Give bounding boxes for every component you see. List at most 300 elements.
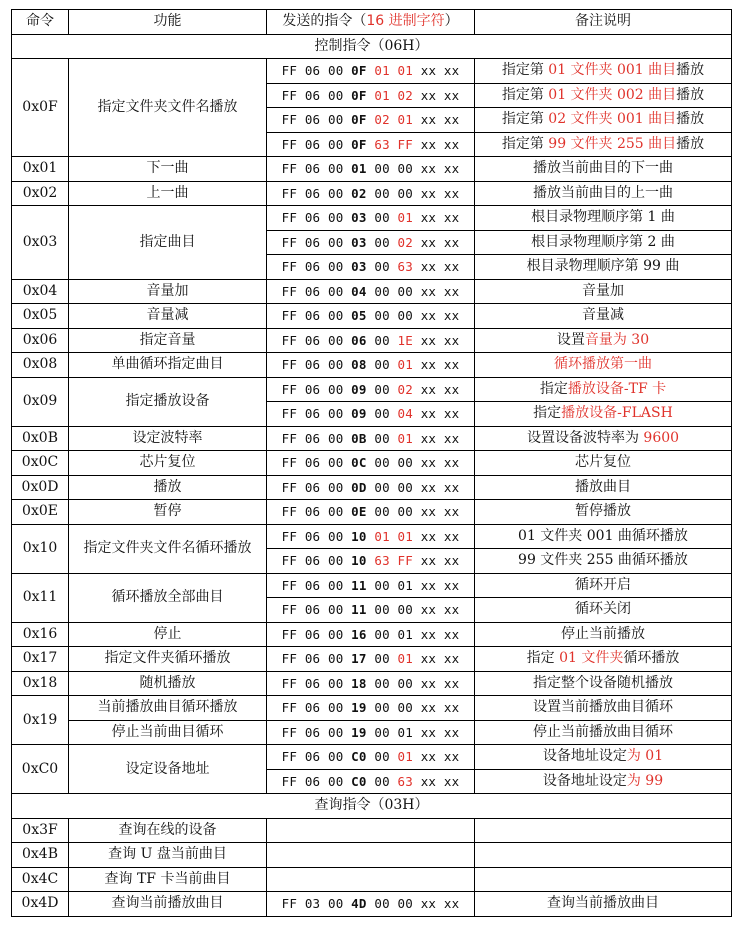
hex-segment: FF 06 00 — [281, 724, 352, 740]
hex-command — [267, 647, 475, 672]
hex-segment: FF 06 00 — [281, 455, 352, 471]
function-cell: 停止 — [69, 622, 267, 647]
note-segment: 音量加 — [582, 282, 624, 299]
hex-segment: 00 — [366, 357, 398, 373]
hex-segment: 05 — [351, 308, 367, 324]
hex-segment: 02 — [397, 234, 413, 250]
hex-segment: FF 06 00 — [281, 185, 352, 201]
command-code: 0x0C — [12, 451, 69, 476]
note-segment: 播放 — [676, 86, 705, 103]
note-cell — [475, 671, 732, 696]
hex-segment: 02 01 — [374, 112, 413, 128]
hex-segment: 00 — [366, 430, 398, 446]
hex-segment: 18 — [351, 675, 367, 691]
note-segment: 根目录物理顺序第 99 曲 — [526, 258, 680, 275]
function-cell: 查询 TF 卡当前曲目 — [69, 867, 267, 892]
hex-segment: 00 01 xx xx — [366, 724, 460, 740]
hex-segment: FF 06 00 — [281, 749, 352, 765]
hex-segment: 00 00 xx xx — [366, 602, 460, 618]
hex-segment: 00 00 xx xx — [366, 675, 460, 691]
hex-segment: 01 01 — [374, 63, 413, 79]
hex-segment: FF 06 00 — [281, 406, 352, 422]
hex-segment: 01 — [397, 430, 413, 446]
header-send-c: ） — [444, 13, 459, 30]
hex-segment: FF 06 00 — [281, 332, 352, 348]
note-segment: 02 文件夹 001 曲目 — [548, 111, 677, 128]
section-row — [12, 34, 732, 59]
hex-segment: 00 01 xx xx — [366, 626, 460, 642]
hex-segment: FF 06 00 — [281, 63, 352, 79]
function-cell: 播放 — [69, 475, 267, 500]
hex-segment: xx xx — [413, 112, 460, 128]
hex-command — [267, 206, 475, 231]
function-cell: 当前播放曲目循环播放 — [69, 696, 267, 721]
function-cell: 指定文件夹文件名播放 — [69, 59, 267, 157]
note-segment: 指定第 — [501, 62, 549, 79]
note-segment: 为 99 — [626, 772, 664, 789]
note-segment: 播放设备-TF 卡 — [567, 380, 667, 397]
function-cell: 查询在线的设备 — [69, 818, 267, 843]
note-segment: 设置 — [556, 331, 585, 348]
function-cell: 指定曲目 — [69, 206, 267, 280]
function-cell: 下一曲 — [69, 157, 267, 182]
hex-segment: 0D — [351, 479, 367, 495]
hex-command — [267, 720, 475, 745]
command-code: 0x03 — [12, 206, 69, 280]
hex-command — [267, 598, 475, 623]
note-segment: 设置设备波特率为 — [526, 429, 644, 446]
hex-segment: 02 — [351, 185, 367, 201]
table-row — [12, 59, 732, 84]
note-cell — [475, 451, 732, 476]
note-cell — [475, 353, 732, 378]
hex-segment: 01 02 — [374, 87, 413, 103]
command-code: 0x19 — [12, 696, 69, 745]
hex-command — [267, 304, 475, 329]
hex-command — [267, 402, 475, 427]
note-cell — [475, 769, 732, 794]
note-segment: 播放 — [676, 135, 705, 152]
note-segment: 芯片复位 — [575, 454, 631, 471]
hex-segment: 00 00 xx xx — [366, 308, 460, 324]
note-segment: 9600 — [643, 429, 680, 446]
hex-segment: 04 — [397, 406, 413, 422]
hex-segment: 03 — [351, 234, 367, 250]
command-code: 0x0E — [12, 500, 69, 525]
table-row — [12, 181, 732, 206]
hex-segment: FF 06 00 — [281, 259, 352, 275]
hex-segment: 03 — [351, 210, 367, 226]
hex-segment: 63 FF — [374, 553, 413, 569]
hex-command — [267, 696, 475, 721]
hex-segment: 03 — [351, 259, 367, 275]
note-segment: 指定 — [533, 405, 562, 422]
note-cell — [475, 867, 732, 892]
hex-segment: FF 06 00 — [281, 773, 352, 789]
note-segment: 指定 — [539, 380, 568, 397]
hex-segment: 11 — [351, 602, 367, 618]
command-table — [11, 9, 732, 917]
function-cell: 循环播放全部曲目 — [69, 573, 267, 622]
table-row — [12, 696, 732, 721]
hex-command — [267, 843, 475, 868]
note-cell — [475, 696, 732, 721]
hex-segment: 00 00 xx xx — [366, 185, 460, 201]
hex-command — [267, 59, 475, 84]
hex-segment: 16 — [351, 626, 367, 642]
hex-segment: 63 — [397, 259, 413, 275]
note-cell — [475, 230, 732, 255]
note-cell — [475, 720, 732, 745]
table-row — [12, 745, 732, 770]
note-cell — [475, 304, 732, 329]
function-cell: 单曲循环指定曲目 — [69, 353, 267, 378]
hex-segment: 4D — [351, 896, 367, 912]
note-segment: 停止当前播放曲目循环 — [533, 723, 673, 740]
hex-segment: FF 06 00 — [281, 577, 352, 593]
table-row — [12, 475, 732, 500]
hex-segment: 00 00 xx xx — [366, 504, 460, 520]
hex-segment: 01 01 — [374, 528, 413, 544]
note-cell — [475, 206, 732, 231]
command-code: 0x11 — [12, 573, 69, 622]
hex-segment: 00 — [366, 749, 398, 765]
hex-command — [267, 255, 475, 280]
hex-command — [267, 426, 475, 451]
hex-segment: 01 — [397, 357, 413, 373]
command-code: 0x17 — [12, 647, 69, 672]
note-segment: 播放曲目 — [575, 478, 631, 495]
hex-command — [267, 769, 475, 794]
command-code: 0x16 — [12, 622, 69, 647]
hex-segment: 63 — [397, 773, 413, 789]
hex-segment: 0C — [351, 455, 367, 471]
hex-command — [267, 230, 475, 255]
note-segment: 音量为 30 — [584, 331, 650, 348]
hex-segment: FF 06 00 — [281, 528, 352, 544]
hex-segment: FF 06 00 — [281, 381, 352, 397]
hex-segment: C0 — [351, 773, 367, 789]
note-segment: 99 文件夹 255 曲目 — [548, 135, 677, 152]
function-cell: 设定设备地址 — [69, 745, 267, 794]
note-cell — [475, 132, 732, 157]
note-cell — [475, 818, 732, 843]
hex-segment: 00 — [366, 773, 398, 789]
command-code: 0x06 — [12, 328, 69, 353]
note-segment: 循环播放第一曲 — [554, 356, 652, 373]
command-code: 0x18 — [12, 671, 69, 696]
table-row — [12, 892, 732, 917]
hex-command — [267, 549, 475, 574]
table-row — [12, 451, 732, 476]
hex-segment: FF 06 00 — [281, 136, 352, 152]
hex-segment: 00 — [366, 259, 398, 275]
hex-segment: xx xx — [412, 210, 460, 226]
hex-segment: 00 00 xx xx — [366, 700, 460, 716]
hex-segment: 00 — [366, 234, 398, 250]
hex-segment: FF 06 00 — [281, 626, 352, 642]
hex-segment: 0F — [351, 112, 367, 128]
note-segment: 指定 — [526, 650, 560, 667]
command-code: 0x4C — [12, 867, 69, 892]
table-row — [12, 377, 732, 402]
hex-segment: xx xx — [412, 259, 460, 275]
hex-segment: FF 06 00 — [281, 234, 352, 250]
note-segment: 播放当前曲目的上一曲 — [533, 184, 673, 201]
table-row — [12, 867, 732, 892]
table-row — [12, 157, 732, 182]
hex-command — [267, 108, 475, 133]
hex-command — [267, 524, 475, 549]
command-code: 0x04 — [12, 279, 69, 304]
hex-command — [267, 83, 475, 108]
hex-segment: 0B — [351, 430, 367, 446]
function-cell: 暂停 — [69, 500, 267, 525]
note-cell — [475, 622, 732, 647]
table-row — [12, 622, 732, 647]
table-row — [12, 573, 732, 598]
table-row — [12, 426, 732, 451]
hex-segment: 17 — [351, 651, 367, 667]
note-segment: 停止当前播放 — [561, 625, 645, 642]
function-cell: 指定文件夹文件名循环播放 — [69, 524, 267, 573]
note-cell — [475, 402, 732, 427]
hex-segment: 0F — [351, 136, 367, 152]
note-cell — [475, 573, 732, 598]
table-row — [12, 500, 732, 525]
function-cell: 芯片复位 — [69, 451, 267, 476]
note-cell — [475, 843, 732, 868]
hex-command — [267, 671, 475, 696]
note-cell — [475, 279, 732, 304]
table-body — [12, 34, 732, 916]
command-code: 0x0B — [12, 426, 69, 451]
hex-segment: 11 — [351, 577, 367, 593]
note-segment: 播放 — [676, 111, 705, 128]
hex-command — [267, 132, 475, 157]
note-cell — [475, 745, 732, 770]
function-cell: 查询 U 盘当前曲目 — [69, 843, 267, 868]
hex-segment: 09 — [351, 406, 367, 422]
hex-segment: 00 00 xx xx — [366, 479, 460, 495]
note-segment: 指定第 — [501, 111, 549, 128]
hex-segment: xx xx — [413, 136, 460, 152]
hex-command — [267, 451, 475, 476]
hex-segment: 00 00 xx xx — [366, 896, 460, 912]
hex-segment: FF 06 00 — [281, 553, 352, 569]
hex-command — [267, 279, 475, 304]
hex-segment: FF 06 00 — [281, 479, 352, 495]
hex-segment: xx xx — [412, 357, 460, 373]
hex-segment: xx xx — [412, 234, 460, 250]
hex-segment: FF 06 00 — [281, 87, 352, 103]
section-title: 查询指令（03H） — [12, 794, 732, 819]
table-row — [12, 206, 732, 231]
note-cell — [475, 59, 732, 84]
note-segment: 播放当前曲目的下一曲 — [533, 160, 673, 177]
hex-segment: 00 — [366, 406, 398, 422]
hex-segment: xx xx — [413, 528, 460, 544]
note-segment: 指定第 — [501, 86, 549, 103]
note-cell — [475, 598, 732, 623]
command-code: 0x4B — [12, 843, 69, 868]
note-segment: 音量减 — [582, 307, 624, 324]
note-segment: 循环开启 — [575, 576, 631, 593]
hex-segment: xx xx — [413, 553, 460, 569]
hex-segment: FF 06 00 — [281, 357, 352, 373]
note-segment: 设置当前播放曲目循环 — [533, 699, 673, 716]
note-segment: 根目录物理顺序第 1 曲 — [531, 209, 675, 226]
header-cmd: 命令 — [12, 10, 69, 35]
note-segment: 循环关闭 — [575, 601, 631, 618]
hex-segment: 1E — [397, 332, 413, 348]
hex-segment: xx xx — [412, 381, 460, 397]
function-cell: 上一曲 — [69, 181, 267, 206]
hex-command — [267, 181, 475, 206]
hex-segment: 63 FF — [374, 136, 413, 152]
hex-segment: 09 — [351, 381, 367, 397]
hex-command — [267, 867, 475, 892]
section-title: 控制指令（06H） — [12, 34, 732, 59]
command-code: 0x0F — [12, 59, 69, 157]
command-code: 0x0D — [12, 475, 69, 500]
function-cell: 指定播放设备 — [69, 377, 267, 426]
note-segment: 指定整个设备随机播放 — [533, 674, 673, 691]
function-cell: 设定波特率 — [69, 426, 267, 451]
hex-command — [267, 500, 475, 525]
hex-segment: FF 06 00 — [281, 308, 352, 324]
hex-command — [267, 622, 475, 647]
hex-segment: 0F — [351, 87, 367, 103]
hex-segment: FF 06 00 — [281, 112, 352, 128]
hex-segment: 00 00 xx xx — [366, 283, 460, 299]
hex-segment: 19 — [351, 700, 367, 716]
hex-segment: FF 06 00 — [281, 504, 352, 520]
hex-segment: 02 — [397, 381, 413, 397]
note-cell — [475, 377, 732, 402]
hex-segment: xx xx — [412, 406, 460, 422]
note-cell — [475, 500, 732, 525]
header-note: 备注说明 — [475, 10, 732, 35]
hex-command — [267, 377, 475, 402]
note-cell — [475, 549, 732, 574]
note-cell — [475, 426, 732, 451]
note-cell — [475, 328, 732, 353]
note-segment: 01 文件夹 001 曲目 — [548, 62, 677, 79]
hex-command — [267, 328, 475, 353]
note-segment: 01 文件夹 002 曲目 — [548, 86, 677, 103]
hex-segment: FF 06 00 — [281, 700, 352, 716]
hex-segment: 00 00 xx xx — [366, 455, 460, 471]
note-segment: 根目录物理顺序第 2 曲 — [531, 233, 675, 250]
hex-command — [267, 818, 475, 843]
note-cell — [475, 157, 732, 182]
hex-segment: 00 00 xx xx — [366, 161, 460, 177]
note-segment: 99 文件夹 255 曲循环播放 — [518, 552, 688, 569]
hex-segment: xx xx — [412, 430, 460, 446]
hex-segment: 10 — [351, 528, 367, 544]
hex-segment: 08 — [351, 357, 367, 373]
hex-segment: 06 — [351, 332, 367, 348]
hex-segment: 01 — [397, 210, 413, 226]
hex-segment: 01 — [397, 651, 413, 667]
hex-command — [267, 353, 475, 378]
header-send-a: 发送的指令（ — [282, 13, 367, 30]
function-cell: 指定音量 — [69, 328, 267, 353]
hex-segment: FF 06 00 — [281, 675, 352, 691]
command-code: 0xC0 — [12, 745, 69, 794]
table-row — [12, 279, 732, 304]
hex-segment: FF 06 00 — [281, 430, 352, 446]
hex-segment: 01 — [397, 749, 413, 765]
table-row — [12, 647, 732, 672]
table-row — [12, 843, 732, 868]
command-code: 0x08 — [12, 353, 69, 378]
note-cell — [475, 475, 732, 500]
hex-segment: FF 06 00 — [281, 161, 352, 177]
note-segment: 01 文件夹 001 曲循环播放 — [518, 527, 688, 544]
note-cell — [475, 181, 732, 206]
note-cell — [475, 524, 732, 549]
hex-segment: 01 — [351, 161, 367, 177]
table-row — [12, 671, 732, 696]
hex-command — [267, 573, 475, 598]
hex-command — [267, 892, 475, 917]
command-code: 0x09 — [12, 377, 69, 426]
note-segment: 设备地址设定 — [542, 772, 627, 789]
hex-segment: 0F — [351, 63, 367, 79]
command-code: 0x4D — [12, 892, 69, 917]
command-code: 0x05 — [12, 304, 69, 329]
note-segment: 暂停播放 — [575, 503, 631, 520]
table-row — [12, 720, 732, 745]
hex-segment: xx xx — [413, 63, 460, 79]
command-code: 0x3F — [12, 818, 69, 843]
command-code: 0x10 — [12, 524, 69, 573]
note-cell — [475, 83, 732, 108]
section-row — [12, 794, 732, 819]
hex-segment: 19 — [351, 724, 367, 740]
hex-command — [267, 157, 475, 182]
note-segment: 指定第 — [501, 135, 549, 152]
note-segment: 01 文件夹 — [559, 650, 624, 667]
table-row — [12, 818, 732, 843]
hex-command — [267, 745, 475, 770]
table-row — [12, 304, 732, 329]
note-cell — [475, 892, 732, 917]
header-send — [267, 10, 475, 35]
function-cell: 随机播放 — [69, 671, 267, 696]
function-cell: 音量减 — [69, 304, 267, 329]
hex-segment: FF 06 00 — [281, 210, 352, 226]
function-cell: 停止当前曲目循环 — [69, 720, 267, 745]
hex-segment: FF 06 00 — [281, 651, 352, 667]
header-row — [12, 10, 732, 35]
table-row — [12, 328, 732, 353]
note-segment: 为 01 — [626, 748, 664, 765]
note-cell — [475, 647, 732, 672]
hex-segment: FF 06 00 — [281, 283, 352, 299]
note-segment: 查询当前播放曲目 — [547, 895, 659, 912]
hex-segment: xx xx — [412, 651, 460, 667]
hex-segment: 0E — [351, 504, 367, 520]
hex-segment: xx xx — [413, 87, 460, 103]
header-func: 功能 — [69, 10, 267, 35]
function-cell: 指定文件夹循环播放 — [69, 647, 267, 672]
hex-segment: 00 — [366, 210, 398, 226]
hex-segment: 00 01 xx xx — [366, 577, 460, 593]
hex-segment: 00 — [366, 332, 398, 348]
